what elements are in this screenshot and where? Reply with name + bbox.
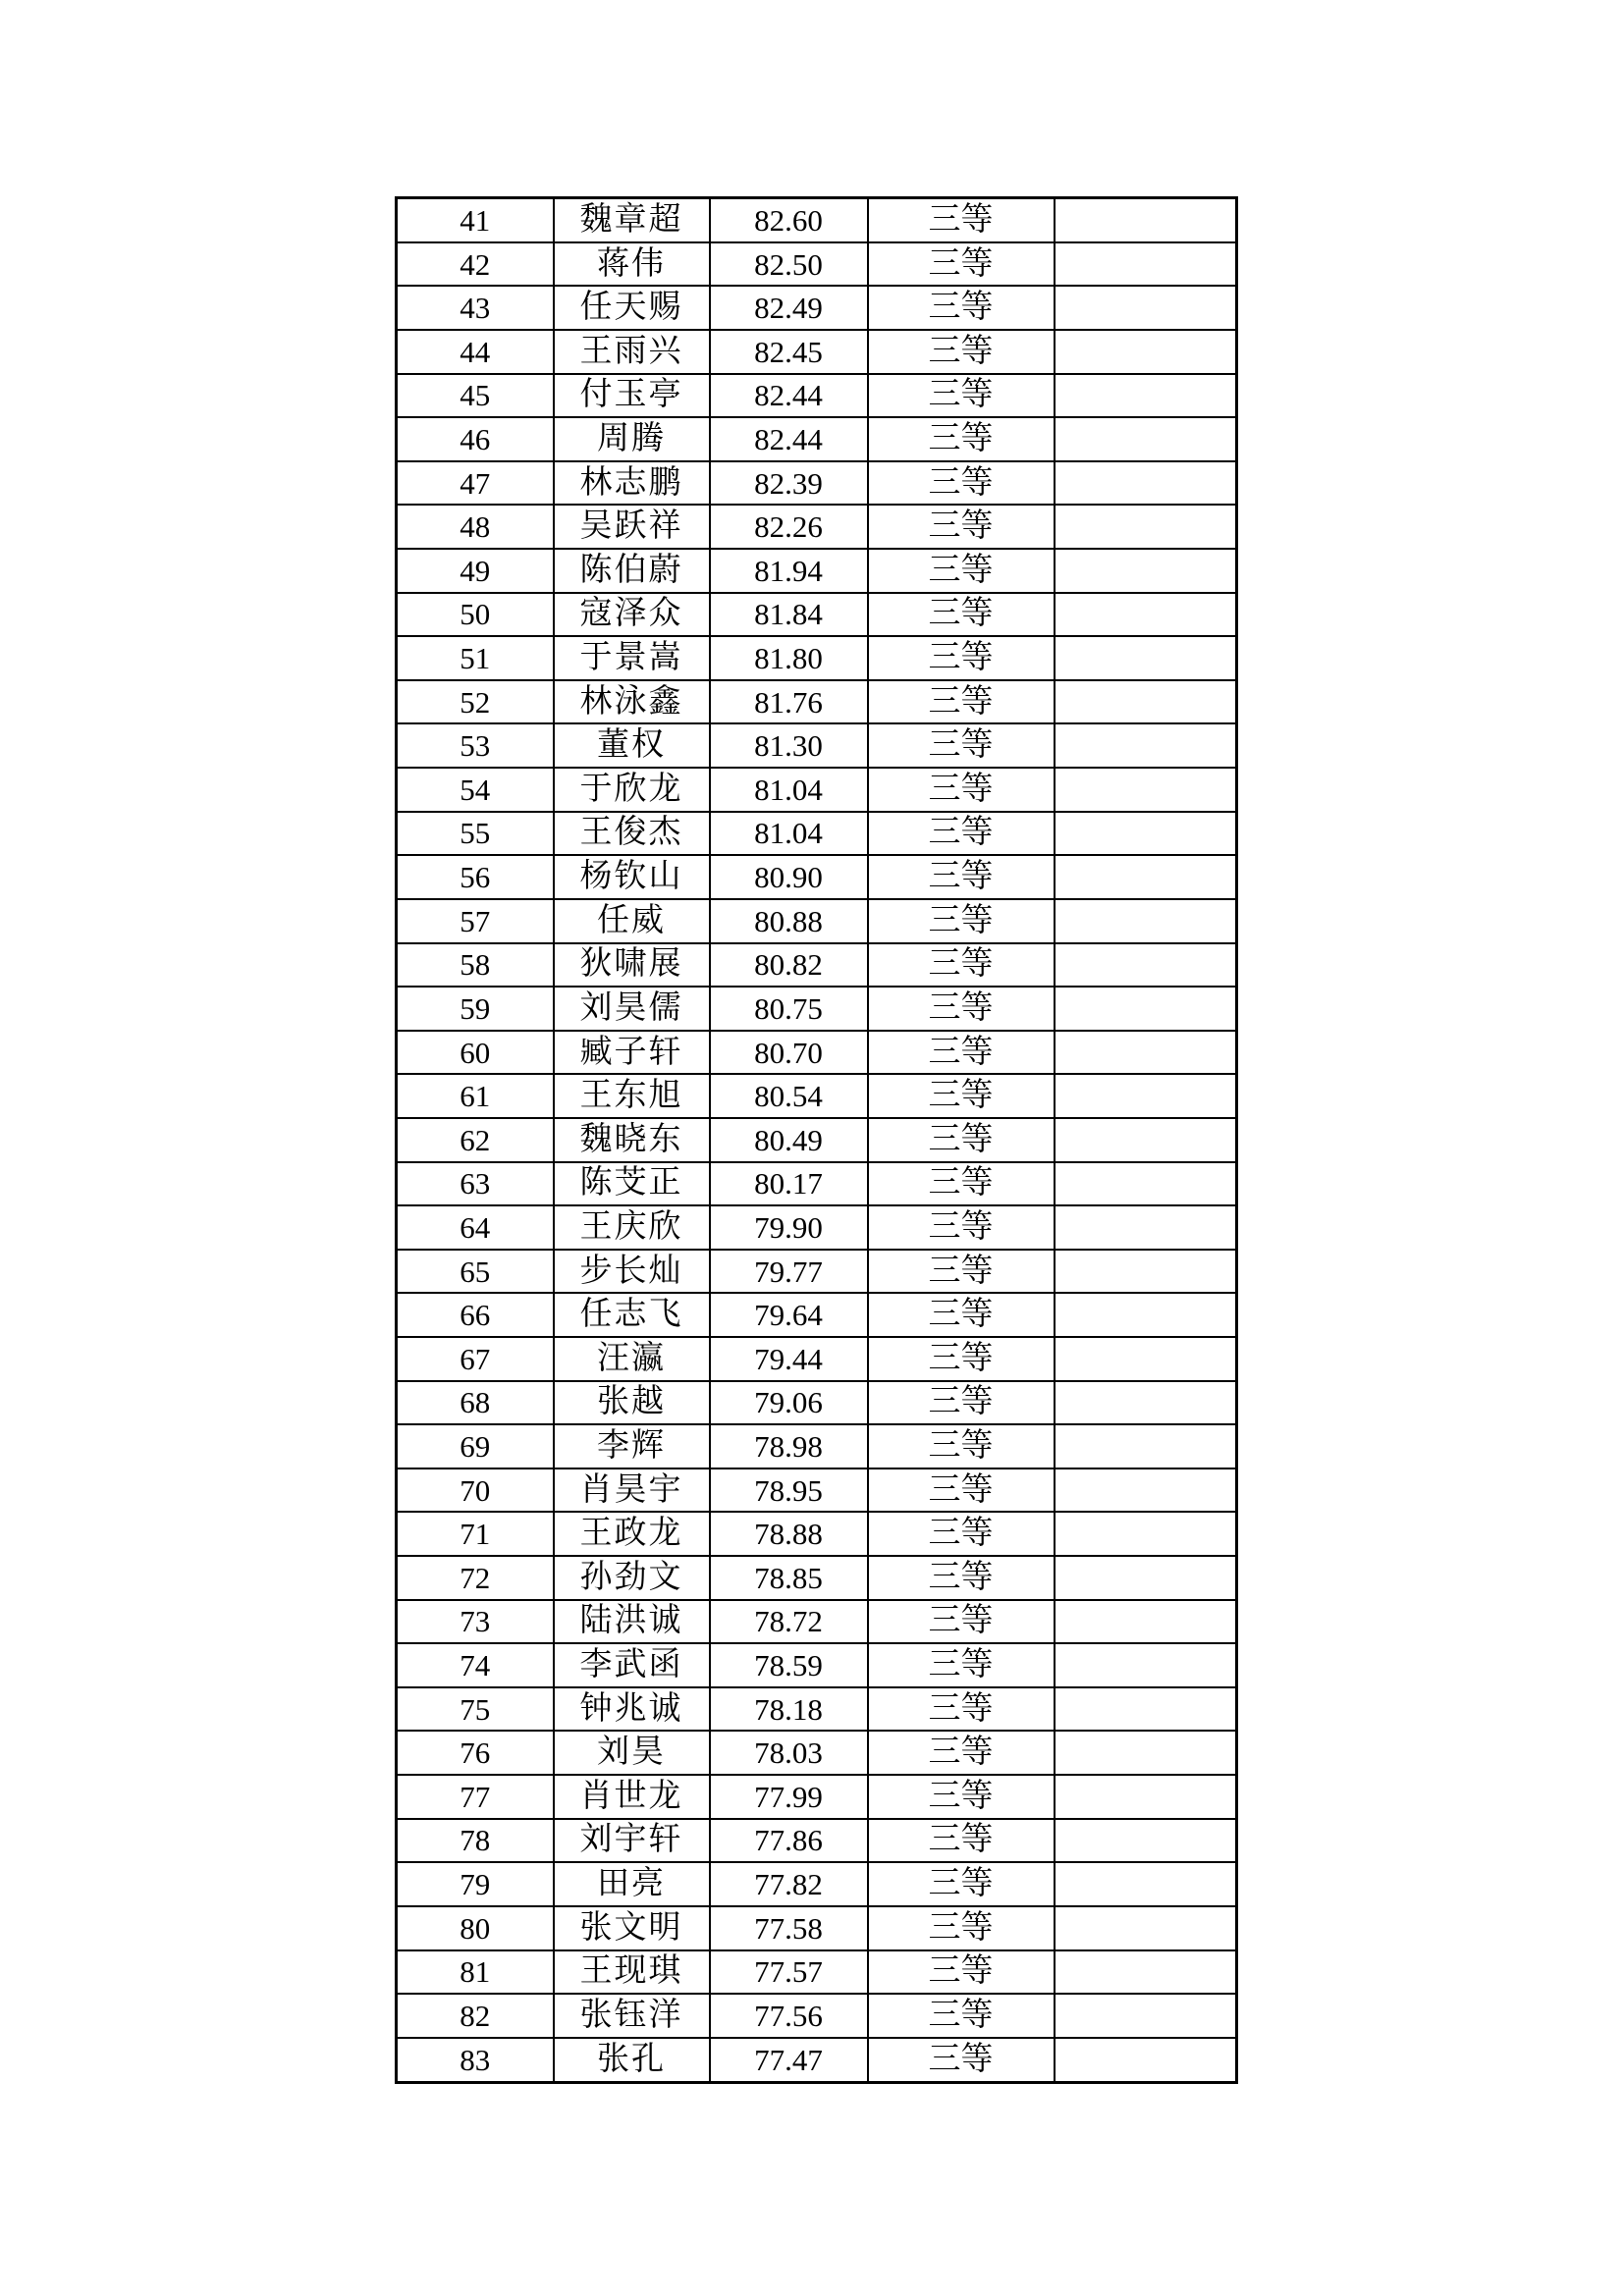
table-row bbox=[397, 1074, 1237, 1118]
table-row bbox=[397, 1643, 1237, 1687]
rank-cell: 55 bbox=[397, 812, 554, 856]
score-cell: 80.90 bbox=[710, 855, 868, 899]
results-table bbox=[395, 196, 1238, 2084]
rank-cell: 82 bbox=[397, 1994, 554, 2038]
score-cell: 82.50 bbox=[710, 242, 868, 287]
name-cell: 董权 bbox=[554, 723, 710, 768]
score-cell: 78.98 bbox=[710, 1424, 868, 1468]
remark-cell bbox=[1055, 1293, 1237, 1337]
name-cell: 张越 bbox=[554, 1381, 710, 1425]
remark-cell bbox=[1055, 374, 1237, 418]
grade-cell: 三等 bbox=[868, 1600, 1055, 1644]
table-row bbox=[397, 1512, 1237, 1556]
rank-cell: 77 bbox=[397, 1775, 554, 1819]
score-cell: 78.85 bbox=[710, 1556, 868, 1600]
table-row bbox=[397, 1468, 1237, 1513]
grade-cell: 三等 bbox=[868, 1468, 1055, 1513]
name-cell: 林泳鑫 bbox=[554, 680, 710, 724]
name-cell: 王雨兴 bbox=[554, 330, 710, 374]
rank-cell: 81 bbox=[397, 1950, 554, 1995]
rank-cell: 73 bbox=[397, 1600, 554, 1644]
table-row bbox=[397, 330, 1237, 374]
score-cell: 82.26 bbox=[710, 505, 868, 549]
name-cell: 张文明 bbox=[554, 1906, 710, 1950]
grade-cell: 三等 bbox=[868, 987, 1055, 1031]
grade-cell: 三等 bbox=[868, 1205, 1055, 1250]
rank-cell: 42 bbox=[397, 242, 554, 287]
grade-cell: 三等 bbox=[868, 1381, 1055, 1425]
grade-cell: 三等 bbox=[868, 1950, 1055, 1995]
score-cell: 80.17 bbox=[710, 1162, 868, 1206]
score-cell: 78.72 bbox=[710, 1600, 868, 1644]
remark-cell bbox=[1055, 1381, 1237, 1425]
remark-cell bbox=[1055, 2038, 1237, 2083]
score-cell: 79.44 bbox=[710, 1337, 868, 1381]
score-cell: 77.58 bbox=[710, 1906, 868, 1950]
name-cell: 付玉亭 bbox=[554, 374, 710, 418]
rank-cell: 64 bbox=[397, 1205, 554, 1250]
grade-cell: 三等 bbox=[868, 198, 1055, 242]
grade-cell: 三等 bbox=[868, 374, 1055, 418]
grade-cell: 三等 bbox=[868, 680, 1055, 724]
table-row bbox=[397, 812, 1237, 856]
name-cell: 杨钦山 bbox=[554, 855, 710, 899]
results-table-body bbox=[397, 198, 1237, 2083]
name-cell: 陈芠正 bbox=[554, 1162, 710, 1206]
score-cell: 79.77 bbox=[710, 1250, 868, 1294]
grade-cell: 三等 bbox=[868, 2038, 1055, 2083]
grade-cell: 三等 bbox=[868, 1118, 1055, 1162]
rank-cell: 54 bbox=[397, 768, 554, 812]
name-cell: 魏章超 bbox=[554, 198, 710, 242]
grade-cell: 三等 bbox=[868, 1862, 1055, 1906]
table-row bbox=[397, 1950, 1237, 1995]
name-cell: 狄啸展 bbox=[554, 943, 710, 988]
remark-cell bbox=[1055, 1950, 1237, 1995]
table-row bbox=[397, 680, 1237, 724]
rank-cell: 57 bbox=[397, 899, 554, 943]
remark-cell bbox=[1055, 1118, 1237, 1162]
score-cell: 82.39 bbox=[710, 461, 868, 506]
rank-cell: 76 bbox=[397, 1731, 554, 1775]
name-cell: 魏晓东 bbox=[554, 1118, 710, 1162]
table-row bbox=[397, 242, 1237, 287]
name-cell: 臧子轩 bbox=[554, 1031, 710, 1075]
grade-cell: 三等 bbox=[868, 943, 1055, 988]
grade-cell: 三等 bbox=[868, 1337, 1055, 1381]
table-row bbox=[397, 198, 1237, 242]
grade-cell: 三等 bbox=[868, 1162, 1055, 1206]
name-cell: 于欣龙 bbox=[554, 768, 710, 812]
remark-cell bbox=[1055, 505, 1237, 549]
name-cell: 汪瀛 bbox=[554, 1337, 710, 1381]
remark-cell bbox=[1055, 680, 1237, 724]
score-cell: 79.64 bbox=[710, 1293, 868, 1337]
grade-cell: 三等 bbox=[868, 1250, 1055, 1294]
name-cell: 张孔 bbox=[554, 2038, 710, 2083]
rank-cell: 63 bbox=[397, 1162, 554, 1206]
name-cell: 寇泽众 bbox=[554, 593, 710, 637]
remark-cell bbox=[1055, 198, 1237, 242]
grade-cell: 三等 bbox=[868, 1687, 1055, 1732]
score-cell: 81.94 bbox=[710, 549, 868, 593]
grade-cell: 三等 bbox=[868, 1424, 1055, 1468]
name-cell: 吴跃祥 bbox=[554, 505, 710, 549]
remark-cell bbox=[1055, 1556, 1237, 1600]
score-cell: 78.18 bbox=[710, 1687, 868, 1732]
name-cell: 步长灿 bbox=[554, 1250, 710, 1294]
score-cell: 77.57 bbox=[710, 1950, 868, 1995]
name-cell: 刘昊 bbox=[554, 1731, 710, 1775]
remark-cell bbox=[1055, 1775, 1237, 1819]
grade-cell: 三等 bbox=[868, 1512, 1055, 1556]
remark-cell bbox=[1055, 286, 1237, 330]
score-cell: 79.90 bbox=[710, 1205, 868, 1250]
rank-cell: 51 bbox=[397, 636, 554, 680]
score-cell: 80.82 bbox=[710, 943, 868, 988]
score-cell: 81.80 bbox=[710, 636, 868, 680]
table-row bbox=[397, 593, 1237, 637]
rank-cell: 66 bbox=[397, 1293, 554, 1337]
grade-cell: 三等 bbox=[868, 899, 1055, 943]
score-cell: 78.88 bbox=[710, 1512, 868, 1556]
remark-cell bbox=[1055, 417, 1237, 461]
remark-cell bbox=[1055, 1424, 1237, 1468]
name-cell: 王庆欣 bbox=[554, 1205, 710, 1250]
remark-cell bbox=[1055, 1074, 1237, 1118]
score-cell: 79.06 bbox=[710, 1381, 868, 1425]
grade-cell: 三等 bbox=[868, 723, 1055, 768]
grade-cell: 三等 bbox=[868, 549, 1055, 593]
name-cell: 于景嵩 bbox=[554, 636, 710, 680]
table-row bbox=[397, 636, 1237, 680]
score-cell: 77.99 bbox=[710, 1775, 868, 1819]
score-cell: 82.44 bbox=[710, 417, 868, 461]
table-row bbox=[397, 1250, 1237, 1294]
rank-cell: 79 bbox=[397, 1862, 554, 1906]
rank-cell: 71 bbox=[397, 1512, 554, 1556]
table-row bbox=[397, 461, 1237, 506]
grade-cell: 三等 bbox=[868, 1906, 1055, 1950]
grade-cell: 三等 bbox=[868, 330, 1055, 374]
name-cell: 陆洪诚 bbox=[554, 1600, 710, 1644]
score-cell: 81.76 bbox=[710, 680, 868, 724]
rank-cell: 74 bbox=[397, 1643, 554, 1687]
table-row bbox=[397, 286, 1237, 330]
table-row bbox=[397, 899, 1237, 943]
rank-cell: 61 bbox=[397, 1074, 554, 1118]
remark-cell bbox=[1055, 549, 1237, 593]
score-cell: 77.47 bbox=[710, 2038, 868, 2083]
remark-cell bbox=[1055, 636, 1237, 680]
name-cell: 王俊杰 bbox=[554, 812, 710, 856]
remark-cell bbox=[1055, 1862, 1237, 1906]
name-cell: 田亮 bbox=[554, 1862, 710, 1906]
name-cell: 肖世龙 bbox=[554, 1775, 710, 1819]
name-cell: 肖昊宇 bbox=[554, 1468, 710, 1513]
name-cell: 任志飞 bbox=[554, 1293, 710, 1337]
grade-cell: 三等 bbox=[868, 1293, 1055, 1337]
name-cell: 王现琪 bbox=[554, 1950, 710, 1995]
grade-cell: 三等 bbox=[868, 1775, 1055, 1819]
remark-cell bbox=[1055, 812, 1237, 856]
rank-cell: 68 bbox=[397, 1381, 554, 1425]
remark-cell bbox=[1055, 1906, 1237, 1950]
remark-cell bbox=[1055, 461, 1237, 506]
rank-cell: 52 bbox=[397, 680, 554, 724]
score-cell: 82.44 bbox=[710, 374, 868, 418]
grade-cell: 三等 bbox=[868, 593, 1055, 637]
rank-cell: 69 bbox=[397, 1424, 554, 1468]
rank-cell: 59 bbox=[397, 987, 554, 1031]
name-cell: 任威 bbox=[554, 899, 710, 943]
table-row bbox=[397, 1862, 1237, 1906]
rank-cell: 65 bbox=[397, 1250, 554, 1294]
score-cell: 77.82 bbox=[710, 1862, 868, 1906]
grade-cell: 三等 bbox=[868, 1819, 1055, 1863]
remark-cell bbox=[1055, 330, 1237, 374]
score-cell: 80.75 bbox=[710, 987, 868, 1031]
remark-cell bbox=[1055, 1994, 1237, 2038]
score-cell: 82.45 bbox=[710, 330, 868, 374]
score-cell: 81.84 bbox=[710, 593, 868, 637]
remark-cell bbox=[1055, 1687, 1237, 1732]
rank-cell: 70 bbox=[397, 1468, 554, 1513]
table-row bbox=[397, 855, 1237, 899]
table-row bbox=[397, 1687, 1237, 1732]
table-row bbox=[397, 505, 1237, 549]
score-cell: 81.30 bbox=[710, 723, 868, 768]
score-cell: 82.49 bbox=[710, 286, 868, 330]
score-cell: 78.59 bbox=[710, 1643, 868, 1687]
table-row bbox=[397, 768, 1237, 812]
name-cell: 刘昊儒 bbox=[554, 987, 710, 1031]
grade-cell: 三等 bbox=[868, 505, 1055, 549]
rank-cell: 78 bbox=[397, 1819, 554, 1863]
grade-cell: 三等 bbox=[868, 1731, 1055, 1775]
table-row bbox=[397, 1118, 1237, 1162]
grade-cell: 三等 bbox=[868, 1643, 1055, 1687]
remark-cell bbox=[1055, 1600, 1237, 1644]
score-cell: 80.70 bbox=[710, 1031, 868, 1075]
table-row bbox=[397, 374, 1237, 418]
name-cell: 王东旭 bbox=[554, 1074, 710, 1118]
remark-cell bbox=[1055, 943, 1237, 988]
table-row bbox=[397, 1337, 1237, 1381]
name-cell: 刘宇轩 bbox=[554, 1819, 710, 1863]
remark-cell bbox=[1055, 899, 1237, 943]
grade-cell: 三等 bbox=[868, 768, 1055, 812]
grade-cell: 三等 bbox=[868, 242, 1055, 287]
table-row bbox=[397, 723, 1237, 768]
rank-cell: 48 bbox=[397, 505, 554, 549]
table-row bbox=[397, 417, 1237, 461]
name-cell: 王政龙 bbox=[554, 1512, 710, 1556]
score-cell: 77.86 bbox=[710, 1819, 868, 1863]
name-cell: 钟兆诚 bbox=[554, 1687, 710, 1732]
score-cell: 80.88 bbox=[710, 899, 868, 943]
rank-cell: 49 bbox=[397, 549, 554, 593]
name-cell: 李武函 bbox=[554, 1643, 710, 1687]
rank-cell: 58 bbox=[397, 943, 554, 988]
grade-cell: 三等 bbox=[868, 855, 1055, 899]
remark-cell bbox=[1055, 593, 1237, 637]
table-row bbox=[397, 1819, 1237, 1863]
remark-cell bbox=[1055, 1162, 1237, 1206]
remark-cell bbox=[1055, 855, 1237, 899]
grade-cell: 三等 bbox=[868, 1556, 1055, 1600]
grade-cell: 三等 bbox=[868, 1074, 1055, 1118]
rank-cell: 46 bbox=[397, 417, 554, 461]
score-cell: 82.60 bbox=[710, 198, 868, 242]
table-row bbox=[397, 1994, 1237, 2038]
score-cell: 80.54 bbox=[710, 1074, 868, 1118]
remark-cell bbox=[1055, 1643, 1237, 1687]
table-row bbox=[397, 1600, 1237, 1644]
name-cell: 周腾 bbox=[554, 417, 710, 461]
rank-cell: 60 bbox=[397, 1031, 554, 1075]
rank-cell: 41 bbox=[397, 198, 554, 242]
remark-cell bbox=[1055, 987, 1237, 1031]
grade-cell: 三等 bbox=[868, 636, 1055, 680]
table-row bbox=[397, 1775, 1237, 1819]
remark-cell bbox=[1055, 242, 1237, 287]
name-cell: 李辉 bbox=[554, 1424, 710, 1468]
grade-cell: 三等 bbox=[868, 812, 1055, 856]
rank-cell: 43 bbox=[397, 286, 554, 330]
rank-cell: 44 bbox=[397, 330, 554, 374]
table-row bbox=[397, 1293, 1237, 1337]
table-row bbox=[397, 1205, 1237, 1250]
table-row bbox=[397, 549, 1237, 593]
rank-cell: 45 bbox=[397, 374, 554, 418]
rank-cell: 47 bbox=[397, 461, 554, 506]
rank-cell: 56 bbox=[397, 855, 554, 899]
rank-cell: 80 bbox=[397, 1906, 554, 1950]
name-cell: 孙劲文 bbox=[554, 1556, 710, 1600]
grade-cell: 三等 bbox=[868, 286, 1055, 330]
table-row bbox=[397, 2038, 1237, 2083]
remark-cell bbox=[1055, 1205, 1237, 1250]
name-cell: 陈伯蔚 bbox=[554, 549, 710, 593]
score-cell: 78.03 bbox=[710, 1731, 868, 1775]
grade-cell: 三等 bbox=[868, 1031, 1055, 1075]
remark-cell bbox=[1055, 1250, 1237, 1294]
score-cell: 81.04 bbox=[710, 812, 868, 856]
rank-cell: 50 bbox=[397, 593, 554, 637]
remark-cell bbox=[1055, 1337, 1237, 1381]
grade-cell: 三等 bbox=[868, 461, 1055, 506]
rank-cell: 75 bbox=[397, 1687, 554, 1732]
table-row bbox=[397, 1162, 1237, 1206]
remark-cell bbox=[1055, 1468, 1237, 1513]
name-cell: 林志鹏 bbox=[554, 461, 710, 506]
score-cell: 80.49 bbox=[710, 1118, 868, 1162]
remark-cell bbox=[1055, 1031, 1237, 1075]
remark-cell bbox=[1055, 1512, 1237, 1556]
remark-cell bbox=[1055, 1819, 1237, 1863]
table-row bbox=[397, 987, 1237, 1031]
score-cell: 81.04 bbox=[710, 768, 868, 812]
table-row bbox=[397, 1906, 1237, 1950]
score-cell: 78.95 bbox=[710, 1468, 868, 1513]
rank-cell: 53 bbox=[397, 723, 554, 768]
rank-cell: 72 bbox=[397, 1556, 554, 1600]
table-row bbox=[397, 1731, 1237, 1775]
name-cell: 任天赐 bbox=[554, 286, 710, 330]
table-row bbox=[397, 1381, 1237, 1425]
remark-cell bbox=[1055, 1731, 1237, 1775]
grade-cell: 三等 bbox=[868, 417, 1055, 461]
grade-cell: 三等 bbox=[868, 1994, 1055, 2038]
rank-cell: 83 bbox=[397, 2038, 554, 2083]
table-row bbox=[397, 943, 1237, 988]
table-row bbox=[397, 1556, 1237, 1600]
remark-cell bbox=[1055, 723, 1237, 768]
rank-cell: 62 bbox=[397, 1118, 554, 1162]
table-row bbox=[397, 1031, 1237, 1075]
score-cell: 77.56 bbox=[710, 1994, 868, 2038]
table-row bbox=[397, 1424, 1237, 1468]
rank-cell: 67 bbox=[397, 1337, 554, 1381]
remark-cell bbox=[1055, 768, 1237, 812]
name-cell: 蒋伟 bbox=[554, 242, 710, 287]
name-cell: 张钰洋 bbox=[554, 1994, 710, 2038]
